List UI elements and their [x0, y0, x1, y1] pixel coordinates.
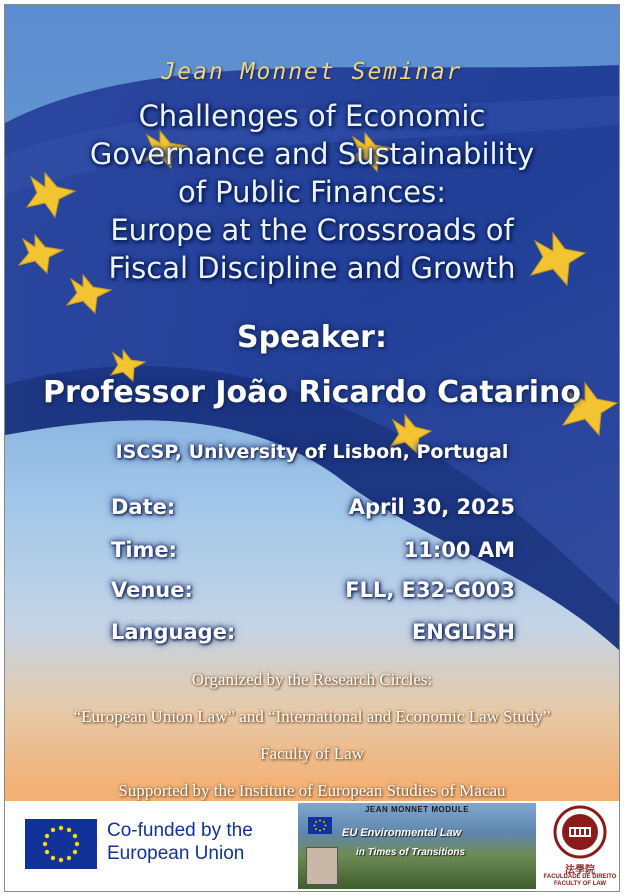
detail-row-language — [5, 620, 619, 650]
sponsor-footer — [5, 801, 619, 891]
seminar-poster — [4, 4, 620, 892]
eu-flag-icon — [25, 819, 97, 869]
module-title-line: EU Environmental Law — [342, 827, 462, 839]
module-heading: JEAN MONNET MODULE — [364, 805, 470, 814]
faculty-name-english: FACULTY OF LAW — [553, 881, 607, 887]
speaker-name: Professor João Ricardo Catarino — [42, 375, 582, 410]
organizers-block — [5, 668, 619, 816]
portrait-photo — [306, 847, 338, 885]
detail-value: ENGLISH — [411, 620, 515, 644]
eu-flag-icon — [308, 817, 332, 834]
detail-label: Date: — [111, 495, 176, 519]
seminar-title — [25, 97, 599, 287]
detail-value: April 30, 2025 — [348, 495, 515, 519]
title-line: Fiscal Discipline and Growth — [108, 251, 516, 285]
jean-monnet-module-banner — [298, 803, 536, 889]
eu-logo-line: Co-funded by the — [107, 820, 253, 841]
speaker-affiliation: ISCSP, University of Lisbon, Portugal — [115, 441, 509, 463]
faculty-name-portuguese: FACULDADE DE DIREITO — [543, 874, 617, 880]
detail-value: FLL, E32-G003 — [345, 578, 515, 602]
title-line: Europe at the Crossroads of — [110, 213, 514, 247]
module-title-line: in Times of Transitions — [356, 847, 466, 858]
detail-row-time — [5, 538, 619, 568]
speaker-heading: Speaker: — [237, 320, 387, 355]
series-label: Jean Monnet Seminar — [161, 59, 463, 85]
detail-row-venue — [5, 578, 619, 608]
detail-label: Venue: — [111, 578, 193, 602]
faculty-name-chinese: 法學院 — [565, 865, 595, 876]
organizer-line: Organized by the Research Circles: — [191, 670, 433, 689]
title-line: Challenges of Economic — [138, 99, 486, 133]
detail-row-date — [5, 495, 619, 525]
detail-value: 11:00 AM — [403, 538, 515, 562]
faculty-of-law-logo — [543, 803, 617, 889]
organizer-line: Supported by the Institute of European Studies of Macau — [118, 781, 506, 800]
eu-cofunded-logo — [15, 809, 297, 883]
eu-logo-line: European Union — [107, 843, 245, 864]
faculty-seal-icon — [543, 803, 617, 859]
detail-label: Language: — [111, 620, 236, 644]
organizer-line: Faculty of Law — [260, 744, 364, 763]
title-line: Governance and Sustainability — [89, 137, 535, 171]
detail-label: Time: — [111, 538, 178, 562]
title-line: of Public Finances: — [177, 175, 447, 209]
organizer-line: “European Union Law” and “International and Economic Law Study” — [73, 707, 551, 726]
